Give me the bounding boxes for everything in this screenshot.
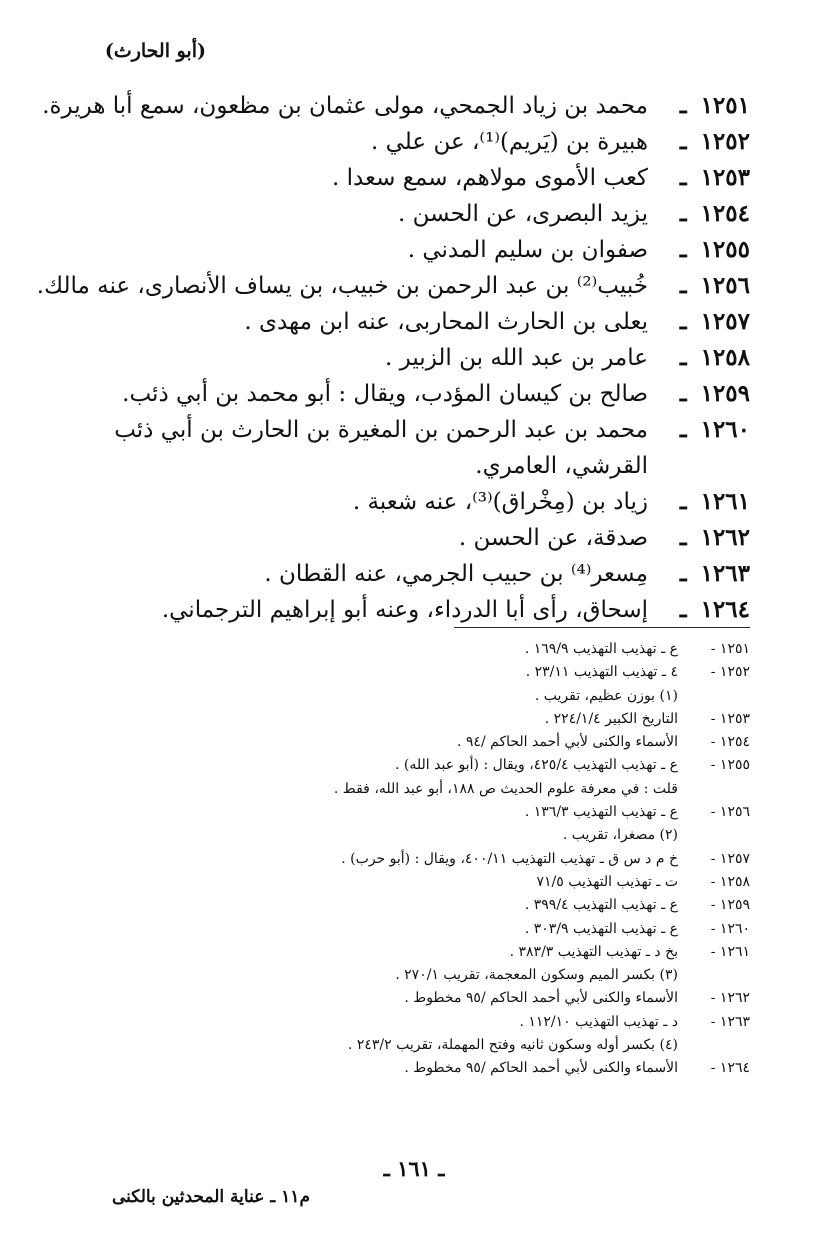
footnote-text: (٤) بكسر أوله وسكون ثانيه وفتح المهملة، تقريب ٢٤٣/٢ . [347, 1037, 678, 1054]
footnote-text: ع ـ تهذيب التهذيب ٤٢٥/٤، ويقال : (أبو عبد الله) . [395, 757, 678, 774]
footnote-text: خ م د س ق ـ تهذيب التهذيب ٤٠٠/١١، ويقال : (أبو حرب) . [341, 850, 678, 867]
footnote-item [30, 801, 750, 824]
footnote-number: ١٢٥٨ - [710, 873, 750, 890]
footnote-item [30, 708, 750, 731]
entry-number: ١٢٥٢ ـ [679, 128, 750, 155]
entry-text: محمد بن عبد الرحمن بن المغيرة بن الحارث بن أبي ذئب القرشي، العامري. [114, 417, 648, 479]
entry-item [40, 340, 750, 376]
footnote-item [30, 824, 750, 847]
entry-text: صالح بن كيسان المؤدب، ويقال : أبو محمد بن أبي ذئب. [122, 381, 648, 407]
entry-number: ١٢٦٠ ـ [679, 416, 750, 443]
running-header: (أبو الحارث) [104, 40, 206, 62]
footnote-divider [454, 627, 750, 628]
footnote-item [30, 754, 750, 777]
footnote-item [30, 1011, 750, 1034]
footnote-number: ١٢٥٧ - [710, 850, 750, 867]
entry-text: عامر بن عبد الله بن الزبير . [385, 345, 648, 371]
entry-number: ١٢٥٥ ـ [679, 236, 750, 263]
footnote-number: ١٢٦٠ - [710, 920, 750, 937]
entry-text: صدقة، عن الحسن . [458, 525, 648, 551]
entry-item [36, 268, 750, 304]
entry-number: ١٢٦٣ ـ [679, 560, 750, 587]
footnote-text: الأسماء والكنى لأبي أحمد الحاكم /٩٥ مخطوط . [404, 1060, 678, 1077]
entry-text: مِسعر⁽⁴⁾ بن حبيب الجرمي، عنه القطان . [264, 561, 648, 587]
entry-item [40, 376, 750, 412]
entry-item [40, 520, 750, 556]
entry-text: كعب الأموى مولاهم، سمع سعدا . [331, 165, 648, 191]
entry-item [40, 556, 750, 592]
footnote-item [30, 1034, 750, 1057]
entry-item [40, 484, 750, 520]
footnote-number: ١٢٥٩ - [710, 897, 750, 914]
footnote-number: ١٢٦٤ - [710, 1060, 750, 1077]
footnote-item [30, 848, 750, 871]
footnote-text: ع ـ تهذيب التهذيب ٣٩٩/٤ . [524, 897, 678, 914]
footnote-text: ع ـ تهذيب التهذيب ١٣٦/٣ . [524, 804, 678, 821]
entry-item [40, 160, 750, 196]
entry-text: هبيرة بن (يَريم)⁽¹⁾، عن علي . [371, 129, 648, 155]
footnote-item [30, 871, 750, 894]
entry-item [40, 304, 750, 340]
signature-footer: م١١ ـ عناية المحدثين بالكنى [112, 1187, 310, 1207]
entry-text: خُبيب⁽²⁾ بن عبد الرحمن بن خبيب، بن يساف الأنصارى، عنه مالك. [36, 273, 648, 299]
footnote-number: ١٢٦٢ - [710, 990, 750, 1007]
entry-number: ١٢٥٣ ـ [679, 164, 750, 191]
entry-number: ١٢٥٤ ـ [679, 200, 750, 227]
footnote-text: التاريخ الكبير ٢٢٤/١/٤ . [544, 710, 678, 727]
footnote-item [30, 638, 750, 661]
entry-text: صفوان بن سليم المدني . [407, 237, 648, 263]
entry-number: ١٢٦١ ـ [679, 488, 750, 515]
entry-item [40, 412, 750, 484]
entry-number: ١٢٥١ ـ [679, 92, 750, 119]
entry-text: زياد بن (مِخْراق)⁽³⁾، عنه شعبة . [352, 489, 648, 515]
entry-number: ١٢٦٢ ـ [679, 524, 750, 551]
footnote-item [30, 918, 750, 941]
entry-number: ١٢٦٤ ـ [679, 596, 750, 623]
footnote-text: الأسماء والكنى لأبي أحمد الحاكم /٩٤ . [457, 734, 678, 751]
footnote-item [30, 778, 750, 801]
footnote-number: ١٢٦١ - [710, 943, 750, 960]
footnote-text: ع ـ تهذيب التهذيب ٣٠٣/٩ . [524, 920, 678, 937]
entry-text: يزيد البصرى، عن الحسن . [397, 201, 648, 227]
footnote-item [30, 731, 750, 754]
footnote-item [30, 661, 750, 684]
entry-item [40, 592, 750, 628]
footnote-item [30, 894, 750, 917]
entry-number: ١٢٥٨ ـ [679, 344, 750, 371]
entry-item [40, 124, 750, 160]
footnote-number: ١٢٥٦ - [710, 804, 750, 821]
entry-item [40, 232, 750, 268]
footnote-text: (٣) بكسر الميم وسكون المعجمة، تقريب ٢٧٠/١ . [395, 967, 678, 984]
footnote-text: ت ـ تهذيب التهذيب ٧١/٥ [536, 873, 678, 890]
entry-text: يعلى بن الحارث المحاربى، عنه ابن مهدى . [244, 309, 648, 335]
page-number: ـ ١٦١ ـ [383, 1156, 445, 1181]
footnote-number: ١٢٦٣ - [710, 1013, 750, 1030]
footnote-number: ١٢٥٤ - [710, 734, 750, 751]
footnote-text: ع ـ تهذيب التهذيب ١٦٩/٩ . [524, 641, 678, 657]
footnote-number: ١٢٥٢ - [710, 664, 750, 681]
footnote-text: د ـ تهذيب التهذيب ١١٢/١٠ . [519, 1013, 678, 1030]
entry-item [40, 88, 750, 124]
footnote-text: بخ د ـ تهذيب التهذيب ٣٨٣/٣ . [509, 943, 678, 960]
footnote-text: الأسماء والكنى لأبي أحمد الحاكم /٩٥ مخطوط . [404, 990, 678, 1007]
footnote-item [30, 941, 750, 964]
footnote-number: ١٢٥١ - [710, 641, 750, 657]
footnote-item [30, 964, 750, 987]
footnote-text: ٤ ـ تهذيب التهذيب ٢٣/١١ . [525, 664, 678, 681]
footnote-item [30, 987, 750, 1010]
footnote-text: قلت : في معرفة علوم الحديث ص ١٨٨، أبو عبد الله، فقط . [333, 780, 678, 797]
entry-number: ١٢٥٦ ـ [679, 272, 750, 299]
entries-list [36, 88, 750, 628]
entry-number: ١٢٥٩ ـ [679, 380, 750, 407]
entry-text: إسحاق، رأى أبا الدرداء، وعنه أبو إبراهيم الترجماني. [161, 597, 648, 623]
footnote-item [30, 685, 750, 708]
entry-item [40, 196, 750, 232]
entry-text: محمد بن زياد الجمحي، مولى عثمان بن مظعون، سمع أبا هريرة. [42, 93, 648, 119]
footnote-number: ١٢٥٣ - [710, 710, 750, 727]
footnote-text: (٢) مصغرا، تقريب . [562, 827, 678, 844]
footnote-item [30, 1057, 750, 1080]
footnote-number: ١٢٥٥ - [710, 757, 750, 774]
entry-number: ١٢٥٧ ـ [679, 308, 750, 335]
footnotes-list [30, 638, 750, 1081]
footnote-text: (١) بوزن عظيم، تقريب . [534, 687, 678, 704]
